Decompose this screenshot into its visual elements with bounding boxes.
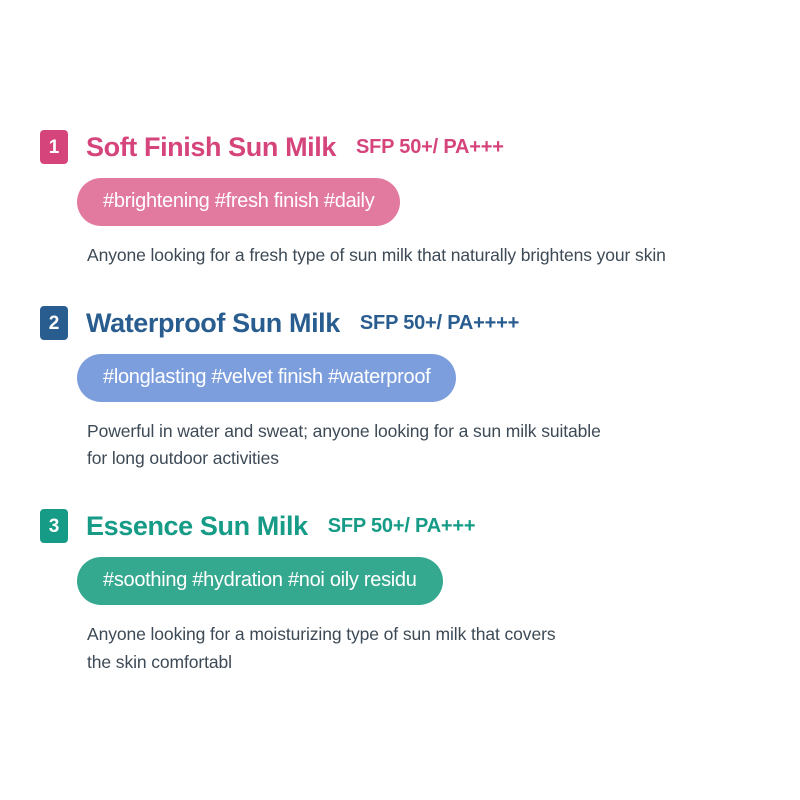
product-header-1 xyxy=(40,130,760,164)
product-item-2 xyxy=(40,306,760,472)
product-tags-pill-1: #brightening #fresh finish #daily xyxy=(77,178,400,226)
product-tags-pill-2: #longlasting #velvet finish #waterproof xyxy=(77,354,456,402)
product-title-3: Essence Sun Milk xyxy=(86,510,308,541)
product-spf-2: SFP 50+/ PA++++ xyxy=(359,312,520,335)
product-description-3 xyxy=(87,621,760,675)
product-header-2 xyxy=(40,306,760,340)
product-number-badge-2: 2 xyxy=(40,306,68,340)
product-title-2: Waterproof Sun Milk xyxy=(86,307,340,338)
product-description-1 xyxy=(87,242,760,269)
product-spf-3: SFP 50+/ PA+++ xyxy=(327,515,476,538)
product-item-3 xyxy=(40,509,760,675)
description-line: Anyone looking for a moisturizing type of sun milk that covers xyxy=(87,624,556,645)
product-tags-pill-3: #soothing #hydration #noi oily residu xyxy=(77,557,443,605)
product-spf-1: SFP 50+/ PA+++ xyxy=(356,136,504,158)
description-line: for long outdoor activities xyxy=(87,448,279,469)
product-number-badge-3: 3 xyxy=(40,509,68,543)
product-description-2 xyxy=(87,418,760,472)
product-number-badge-1: 1 xyxy=(40,130,68,164)
description-line: Powerful in water and sweat; anyone looking for a sun milk suitable xyxy=(87,421,601,442)
description-line: Anyone looking for a fresh type of sun milk that naturally brightens your skin xyxy=(87,245,666,265)
description-line: the skin comfortabl xyxy=(87,651,232,672)
product-item-1 xyxy=(40,130,760,269)
product-header-3 xyxy=(40,509,760,543)
product-title-1: Soft Finish Sun Milk xyxy=(86,131,336,162)
